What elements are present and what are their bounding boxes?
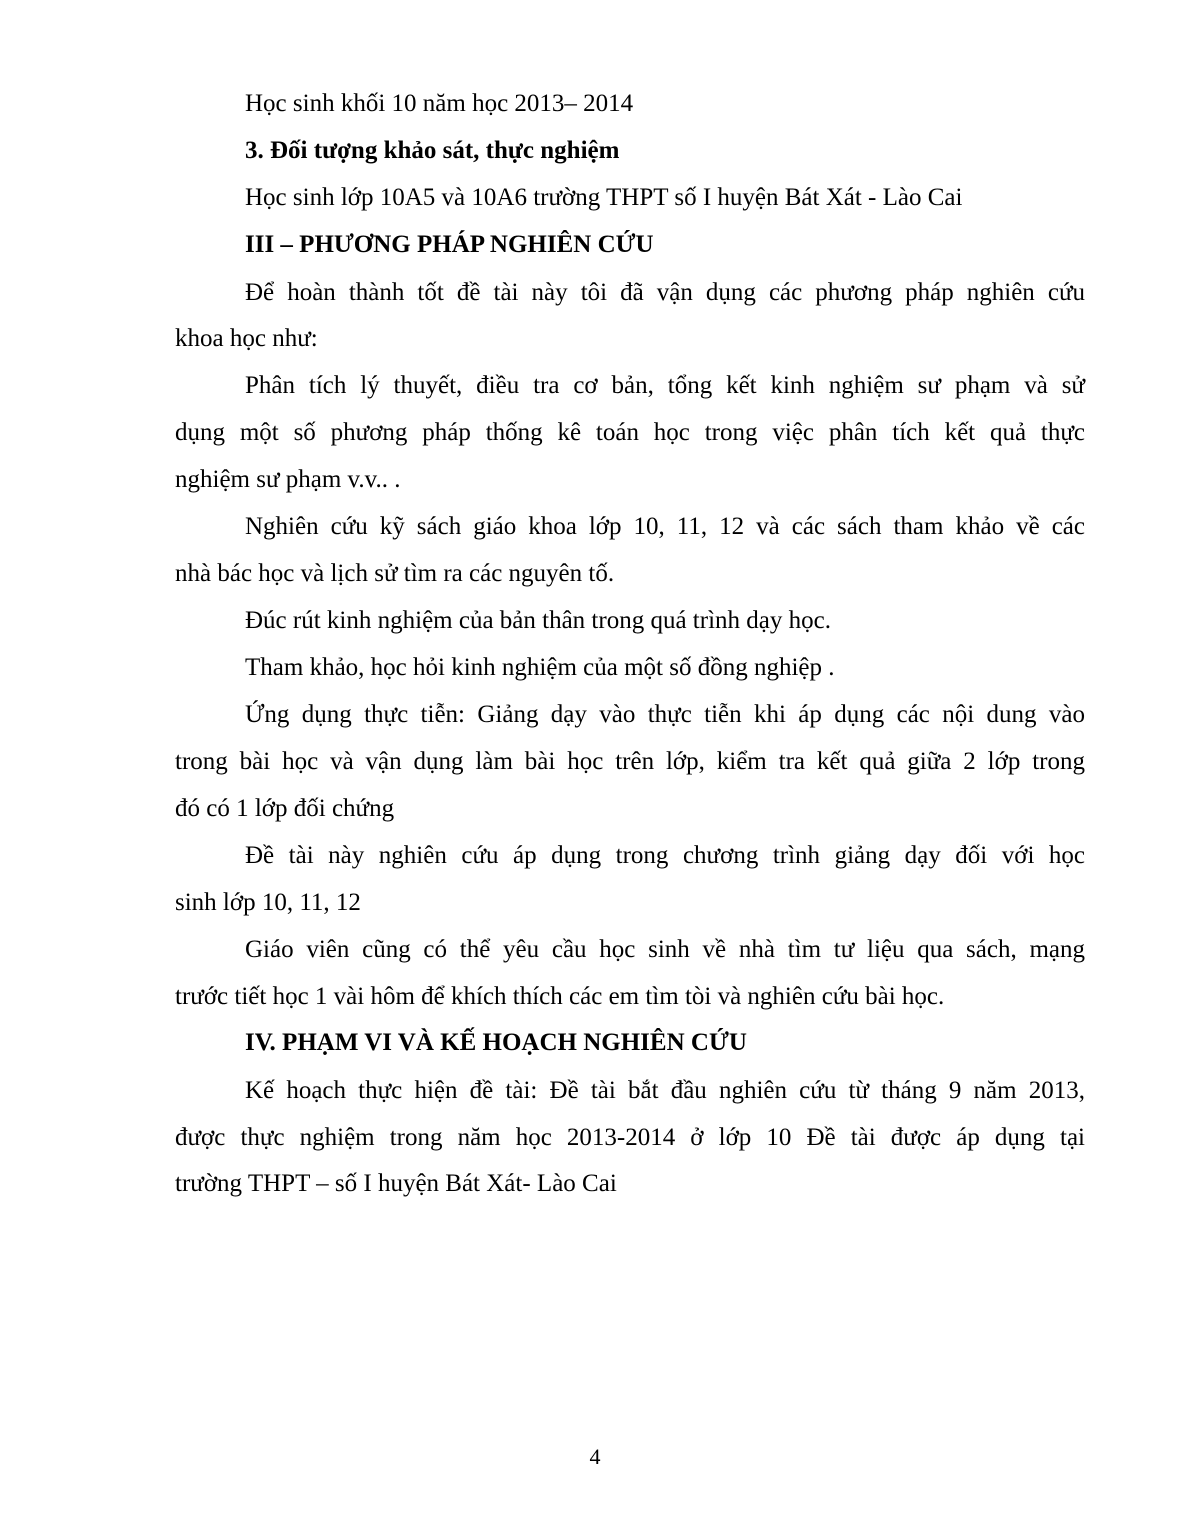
page-number: 4 [589,1444,601,1469]
paragraph-line: Giáo viên cũng có thể yêu cầu học sinh về nhà tìm tư liệu qua sách, mạng [245,936,1085,963]
text-line: Học sinh khối 10 năm học 2013– 2014 [245,90,634,117]
text-line: Học sinh lớp 10A5 và 10A6 trường THPT số I huyện Bát Xát - Lào Cai [245,184,963,211]
paragraph-line: Nghiên cứu kỹ sách giáo khoa lớp 10, 11, 12 và các sách tham khảo về các [245,513,1085,540]
paragraph-line: được thực nghiệm trong năm học 2013-2014 ở lớp 10 Đề tài được áp dụng tại [175,1124,1085,1151]
section-heading: III – PHƯƠNG PHÁP NGHIÊN CỨU [245,231,654,258]
paragraph-line: Đề tài này nghiên cứu áp dụng trong chương trình giảng dạy đối với học [245,842,1085,869]
paragraph-line: trước tiết học 1 vài hôm để khích thích các em tìm tòi và nghiên cứu bài học. [175,983,945,1010]
paragraph-line: Ứng dụng thực tiễn: Giảng dạy vào thực tiễn khi áp dụng các nội dung vào [245,701,1085,728]
paragraph-line: nhà bác học và lịch sử tìm ra các nguyên tố. [175,560,615,587]
paragraph-line: trong bài học và vận dụng làm bài học trên lớp, kiểm tra kết quả giữa 2 lớp trong [175,748,1085,775]
paragraph-line: dụng một số phương pháp thống kê toán học trong việc phân tích kết quả thực [175,419,1085,446]
paragraph-line: trường THPT – số I huyện Bát Xát- Lào Cai [175,1170,617,1197]
paragraph-line: sinh lớp 10, 11, 12 [175,889,361,916]
paragraph-line: đó có 1 lớp đối chứng [175,795,395,822]
paragraph-line: Phân tích lý thuyết, điều tra cơ bản, tổng kết kinh nghiệm sư phạm và sử [245,372,1085,399]
section-heading: 3. Đối tượng khảo sát, thực nghiệm [245,137,620,164]
paragraph-line: nghiệm sư phạm v.v.. . [175,466,401,493]
text-line: Đúc rút kinh nghiệm của bản thân trong quá trình dạy học. [245,607,831,634]
section-heading: IV. PHẠM VI VÀ KẾ HOẠCH NGHIÊN CỨU [245,1029,747,1056]
paragraph-line: Để hoàn thành tốt đề tài này tôi đã vận dụng các phương pháp nghiên cứu [245,279,1085,306]
paragraph-line: khoa học như: [175,325,318,352]
paragraph-line: Kế hoạch thực hiện đề tài: Đề tài bắt đầu nghiên cứu từ tháng 9 năm 2013, [245,1077,1085,1104]
text-line: Tham khảo, học hỏi kinh nghiệm của một số đồng nghiệp . [245,654,835,681]
